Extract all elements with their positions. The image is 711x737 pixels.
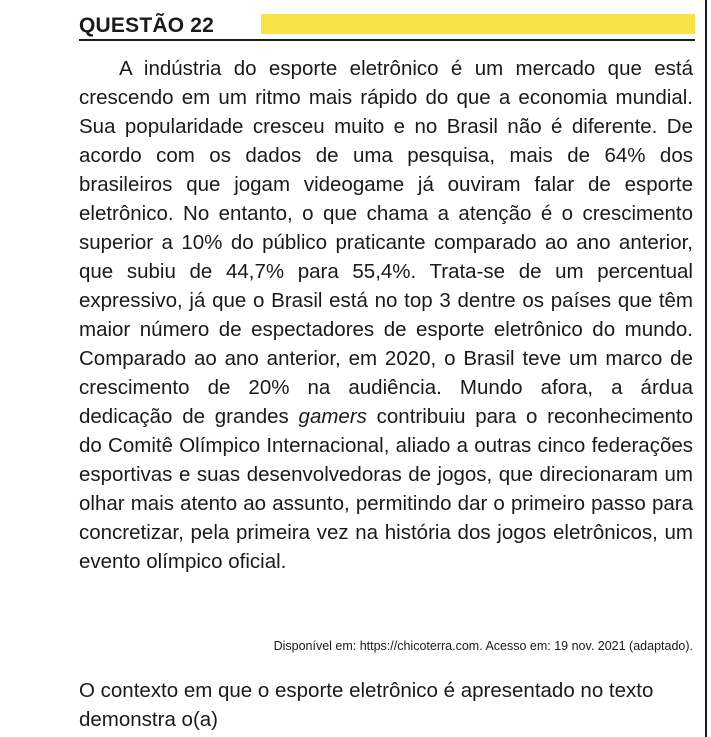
question-header	[79, 9, 695, 41]
question-prompt: O contexto em que o esporte eletrônico é apresentado no texto demonstra o(a)	[79, 679, 654, 731]
page-right-border	[705, 0, 707, 737]
source-citation: Disponível em: https://chicoterra.com. Acesso em: 19 nov. 2021 (adaptado).	[273, 639, 693, 653]
question-title: QUESTÃO 22	[79, 14, 215, 37]
passage-part-1: A indústria do esporte eletrônico é um mercado que está crescendo em um ritmo mais rápido do que a economia mundial. Sua popularidade cresceu muito e no Brasil não é diferente. De acordo com os dados de uma pesquisa, mais de 64% dos brasileiros que jogam videogame já ouviram falar de esporte eletrônico. No entanto, o que chama a atenção é o crescimento superior a 10% do público praticante comparado ao ano anterior, que subiu de 44,7% para 55,4%. Trata-se de um percentual expressivo, já que o Brasil está no top 3 dentre os países que têm maior número de espectadores de esporte eletrônico do mundo. Comparado ao ano anterior, em 2020, o Brasil teve um marco de crescimento de 20% na audiência. Mundo afora, a árdua dedicação de grandes	[79, 57, 693, 428]
passage-text	[79, 54, 693, 576]
header-accent-bar	[261, 14, 695, 34]
passage-emphasis-gamers: gamers	[298, 405, 367, 428]
passage-part-2: contribuiu para o reconhecimento do Comitê Olímpico Internacional, aliado a outras cinco federações esportivas e suas desenvolvedoras de jogos, que direcionaram um olhar mais atento ao assunto, permitindo dar o primeiro passo para concretizar, pela primeira vez na história dos jogos eletrônicos, um evento olímpico oficial.	[79, 405, 694, 573]
header-underline	[79, 39, 695, 41]
